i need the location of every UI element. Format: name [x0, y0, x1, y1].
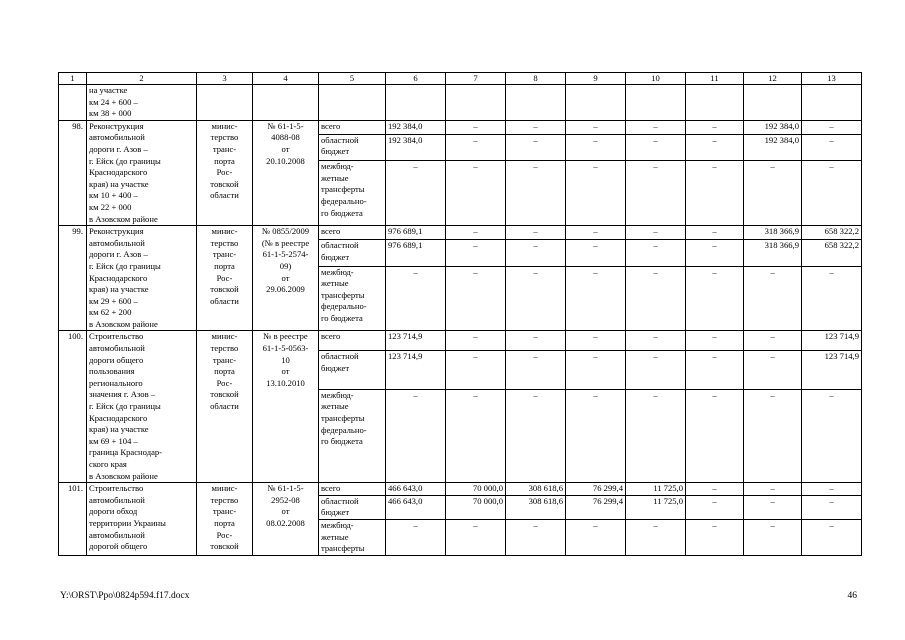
amount-cell: 70 000,0	[446, 495, 506, 519]
funding-source-cell: межбюд- жетные трансферты федерально- го бюджета	[319, 266, 386, 331]
column-number-cell: 8	[506, 73, 566, 85]
amount-cell: –	[802, 519, 862, 555]
amount-cell: –	[566, 226, 626, 240]
table-header-row	[59, 73, 862, 85]
table-row	[59, 226, 862, 240]
customer-cell: минис- терство транс- порта Рос- товской	[197, 483, 253, 556]
amount-cell: –	[744, 266, 802, 331]
amount-cell: –	[686, 331, 744, 351]
amount-cell: –	[802, 495, 862, 519]
amount-cell: –	[802, 266, 862, 331]
amount-cell: –	[446, 161, 506, 226]
amount-cell: –	[626, 389, 686, 482]
object-name-cell: Строительство автомобильной дороги обход территории Украины автомобильной дорогой общего	[87, 483, 197, 556]
amount-cell: –	[566, 351, 626, 389]
column-number-cell: 1	[59, 73, 87, 85]
amount-cell: 658 322,2	[802, 226, 862, 240]
document-cell: № 61-1-5- 2952-08 от 08.02.2008	[253, 483, 319, 556]
table-row	[59, 85, 862, 121]
column-number-cell: 13	[802, 73, 862, 85]
amount-cell: –	[686, 239, 744, 266]
budget-table	[58, 72, 862, 556]
funding-source-cell: межбюд- жетные трансферты федерально- го бюджета	[319, 161, 386, 226]
row-number-cell: 99.	[59, 226, 87, 331]
amount-cell: 11 725,0	[626, 495, 686, 519]
amount-cell: –	[626, 331, 686, 351]
empty-cell	[802, 85, 862, 121]
amount-cell: 123 714,9	[386, 351, 446, 389]
amount-cell: –	[506, 389, 566, 482]
amount-cell: –	[506, 331, 566, 351]
document-cell: № 61-1-5- 4088-08 от 20.10.2008	[253, 120, 319, 225]
amount-cell: –	[506, 120, 566, 134]
empty-cell	[566, 85, 626, 121]
page-number: 46	[847, 591, 857, 601]
amount-cell: –	[802, 389, 862, 482]
object-name-cell: Строительство автомобильной дороги общего пользования регионального значения г. Азов – г. Ейск (до границы Краснодарского края) на участке км 69 + 104 – граница Краснодар- ского края в Азовском районе	[87, 331, 197, 483]
amount-cell: –	[626, 134, 686, 161]
funding-source-cell: межбюд- жетные трансферты федерально- го бюджета	[319, 389, 386, 482]
amount-cell: –	[566, 120, 626, 134]
amount-cell: 318 366,9	[744, 226, 802, 240]
amount-cell: –	[446, 239, 506, 266]
column-number-cell: 4	[253, 73, 319, 85]
amount-cell: –	[446, 331, 506, 351]
amount-cell: –	[386, 519, 446, 555]
customer-cell: минис- терство транс- порта Рос- товской области	[197, 331, 253, 483]
amount-cell: –	[626, 519, 686, 555]
amount-cell: 192 384,0	[744, 134, 802, 161]
row-number-cell: 101.	[59, 483, 87, 556]
funding-source-cell: всего	[319, 331, 386, 351]
amount-cell: 70 000,0	[446, 483, 506, 496]
empty-cell	[319, 85, 386, 121]
amount-cell: –	[686, 120, 744, 134]
amount-cell: 76 299,4	[566, 483, 626, 496]
amount-cell: –	[446, 266, 506, 331]
amount-cell: 308 618,6	[506, 495, 566, 519]
column-number-cell: 10	[626, 73, 686, 85]
amount-cell: 123 714,9	[802, 331, 862, 351]
amount-cell: –	[686, 351, 744, 389]
amount-cell: –	[506, 226, 566, 240]
funding-source-cell: всего	[319, 226, 386, 240]
amount-cell: 192 384,0	[744, 120, 802, 134]
table-row	[59, 483, 862, 496]
amount-cell: 976 689,1	[386, 239, 446, 266]
amount-cell: –	[566, 331, 626, 351]
amount-cell: –	[386, 389, 446, 482]
funding-source-cell: межбюд- жетные трансферты	[319, 519, 386, 555]
amount-cell: –	[686, 483, 744, 496]
amount-cell: –	[446, 134, 506, 161]
amount-cell: 466 643,0	[386, 495, 446, 519]
customer-cell: минис- терство транс- порта Рос- товской области	[197, 226, 253, 331]
amount-cell: –	[744, 161, 802, 226]
empty-cell	[197, 85, 253, 121]
amount-cell: –	[802, 483, 862, 496]
amount-cell: –	[566, 161, 626, 226]
object-name-cell: на участке км 24 + 600 – км 38 + 000	[87, 85, 197, 121]
funding-source-cell: всего	[319, 120, 386, 134]
amount-cell: 123 714,9	[802, 351, 862, 389]
object-name-cell: Реконструкция автомобильной дороги г. Азов – г. Ейск (до границы Краснодарского края) на участке км 10 + 400 – км 22 + 000 в Азовском районе	[87, 120, 197, 225]
funding-source-cell: областной бюджет	[319, 239, 386, 266]
empty-cell	[253, 85, 319, 121]
amount-cell: –	[386, 161, 446, 226]
amount-cell: –	[446, 120, 506, 134]
column-number-cell: 9	[566, 73, 626, 85]
table-body	[59, 73, 862, 556]
amount-cell: –	[686, 519, 744, 555]
empty-cell	[626, 85, 686, 121]
amount-cell: –	[626, 120, 686, 134]
table-row	[59, 120, 862, 134]
empty-cell	[744, 85, 802, 121]
amount-cell: –	[744, 483, 802, 496]
amount-cell: –	[744, 389, 802, 482]
amount-cell: –	[744, 351, 802, 389]
empty-cell	[686, 85, 744, 121]
funding-source-cell: всего	[319, 483, 386, 496]
document-cell: № 0855/2009 (№ в реестре 61-1-5-2574- 09) от 29.06.2009	[253, 226, 319, 331]
amount-cell: –	[386, 266, 446, 331]
amount-cell: 308 618,6	[506, 483, 566, 496]
amount-cell: –	[506, 134, 566, 161]
amount-cell: –	[626, 266, 686, 331]
column-number-cell: 3	[197, 73, 253, 85]
amount-cell: 192 384,0	[386, 120, 446, 134]
amount-cell: –	[744, 519, 802, 555]
amount-cell: –	[686, 134, 744, 161]
row-number-cell: 98.	[59, 120, 87, 225]
amount-cell: –	[506, 266, 566, 331]
amount-cell: 658 322,2	[802, 239, 862, 266]
empty-cell	[59, 85, 87, 121]
amount-cell: –	[686, 495, 744, 519]
amount-cell: –	[566, 389, 626, 482]
table-row	[59, 331, 862, 351]
amount-cell: –	[686, 266, 744, 331]
amount-cell: –	[626, 226, 686, 240]
amount-cell: –	[802, 161, 862, 226]
column-number-cell: 11	[686, 73, 744, 85]
object-name-cell: Реконструкция автомобильной дороги г. Азов – г. Ейск (до границы Краснодарского края) на участке км 29 + 600 – км 62 + 200 в Азовском районе	[87, 226, 197, 331]
document-cell: № в реестре 61-1-5-0563- 10 от 13.10.2010	[253, 331, 319, 483]
amount-cell: –	[446, 389, 506, 482]
amount-cell: –	[506, 239, 566, 266]
amount-cell: –	[626, 161, 686, 226]
amount-cell: –	[566, 266, 626, 331]
funding-source-cell: областной бюджет	[319, 134, 386, 161]
amount-cell: –	[506, 519, 566, 555]
amount-cell: 11 725,0	[626, 483, 686, 496]
amount-cell: –	[566, 519, 626, 555]
amount-cell: –	[626, 351, 686, 389]
amount-cell: –	[802, 134, 862, 161]
amount-cell: 976 689,1	[386, 226, 446, 240]
funding-source-cell: областной бюджет	[319, 495, 386, 519]
amount-cell: –	[802, 120, 862, 134]
amount-cell: –	[566, 239, 626, 266]
row-number-cell: 100.	[59, 331, 87, 483]
amount-cell: 123 714,9	[386, 331, 446, 351]
amount-cell: –	[744, 495, 802, 519]
amount-cell: –	[686, 161, 744, 226]
amount-cell: –	[566, 134, 626, 161]
footer-file-path: Y:\ORST\Ppo\0824p594.f17.docx	[60, 591, 190, 601]
column-number-cell: 7	[446, 73, 506, 85]
amount-cell: –	[686, 389, 744, 482]
customer-cell: минис- терство транс- порта Рос- товской области	[197, 120, 253, 225]
amount-cell: –	[446, 351, 506, 389]
empty-cell	[446, 85, 506, 121]
amount-cell: –	[506, 161, 566, 226]
column-number-cell: 6	[386, 73, 446, 85]
amount-cell: 192 384,0	[386, 134, 446, 161]
column-number-cell: 12	[744, 73, 802, 85]
amount-cell: 76 299,4	[566, 495, 626, 519]
amount-cell: –	[744, 331, 802, 351]
amount-cell: 466 643,0	[386, 483, 446, 496]
amount-cell: –	[446, 226, 506, 240]
amount-cell: 318 366,9	[744, 239, 802, 266]
amount-cell: –	[686, 226, 744, 240]
empty-cell	[506, 85, 566, 121]
amount-cell: –	[626, 239, 686, 266]
empty-cell	[386, 85, 446, 121]
amount-cell: –	[506, 351, 566, 389]
funding-source-cell: областной бюджет	[319, 351, 386, 389]
amount-cell: –	[446, 519, 506, 555]
column-number-cell: 2	[87, 73, 197, 85]
column-number-cell: 5	[319, 73, 386, 85]
